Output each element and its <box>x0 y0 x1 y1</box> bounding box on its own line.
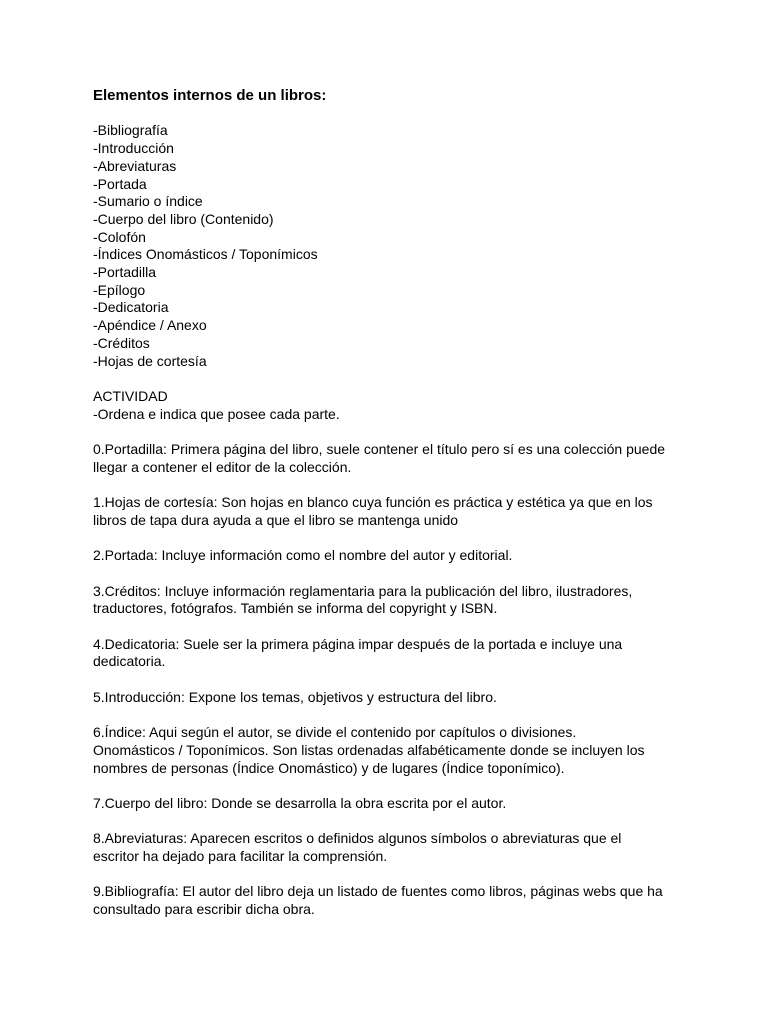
activity-instruction: -Ordena e indica que posee cada parte. <box>93 405 340 422</box>
activity-heading: ACTIVIDAD <box>93 387 168 404</box>
paragraph-line: 6.Índice: Aqui según el autor, se divide el contenido por capítulos o divisiones. <box>93 724 577 741</box>
paragraph-line: nombres de personas (Índice Onomástico) y de lugares (Índice toponímico). <box>93 759 565 776</box>
paragraph-bibliografia <box>93 883 693 918</box>
paragraph-dedicatoria <box>93 636 693 671</box>
list-item: -Portadilla <box>93 264 157 281</box>
paragraph-line: 9.Bibliografía: El autor del libro deja un listado de fuentes como libros, páginas webs que ha <box>93 883 663 900</box>
list-item: -Abreviaturas <box>93 157 177 174</box>
paragraph-line: 8.Abreviaturas: Aparecen escritos o definidos algunos símbolos o abreviaturas que el <box>93 830 622 847</box>
paragraph-line: 4.Dedicatoria: Suele ser la primera página impar después de la portada e incluye una <box>93 635 623 652</box>
elements-list <box>93 122 693 370</box>
paragraph-line: llegar a contener el editor de la colección. <box>93 458 352 475</box>
paragraph-introduccion <box>93 689 693 707</box>
paragraph-cuerpo-del-libro <box>93 795 693 813</box>
paragraph-line: traductores, fotógrafos. También se informa del copyright y ISBN. <box>93 600 498 617</box>
paragraph-line: consultado para escribir dicha obra. <box>93 901 315 918</box>
list-item: -Hojas de cortesía <box>93 352 207 369</box>
paragraph-creditos <box>93 583 693 618</box>
paragraph-line: libros de tapa dura ayuda a que el libro se mantenga unido <box>93 511 459 528</box>
paragraph-line: dedicatoria. <box>93 653 166 670</box>
paragraph-line: escritor ha dejado para facilitar la comprensión. <box>93 848 388 865</box>
list-item: -Bibliografía <box>93 122 168 139</box>
paragraph-line: Onomásticos / Toponímicos. Son listas ordenadas alfabéticamente donde se incluyen los <box>93 741 645 758</box>
list-item: -Cuerpo del libro (Contenido) <box>93 210 274 227</box>
paragraph-portadilla <box>93 441 693 476</box>
document-page <box>93 87 693 919</box>
paragraph-line: 1.Hojas de cortesía: Son hojas en blanco cuya función es práctica y estética ya que en los <box>93 494 653 511</box>
activity-section <box>93 388 693 423</box>
list-item: -Epílogo <box>93 281 146 298</box>
list-item: -Colofón <box>93 228 146 245</box>
paragraph-line: 0.Portadilla: Primera página del libro, suele contener el título pero sí es una colección puede <box>93 441 666 458</box>
list-item: -Portada <box>93 175 147 192</box>
list-item: -Índices Onomásticos / Toponímicos <box>93 246 318 263</box>
paragraph-portada <box>93 547 693 565</box>
list-item: -Introducción <box>93 140 174 157</box>
list-item: -Dedicatoria <box>93 299 169 316</box>
list-item: -Apéndice / Anexo <box>93 317 207 334</box>
paragraph-line: 2.Portada: Incluye información como el nombre del autor y editorial. <box>93 547 513 564</box>
paragraph-line: 5.Introducción: Expone los temas, objetivos y estructura del libro. <box>93 688 497 705</box>
list-item: -Sumario o índice <box>93 193 203 210</box>
paragraph-line: 7.Cuerpo del libro: Donde se desarrolla la obra escrita por el autor. <box>93 794 507 811</box>
paragraph-hojas-de-cortesia <box>93 494 693 529</box>
document-title: Elementos internos de un libros: <box>93 87 327 104</box>
list-item: -Créditos <box>93 334 150 351</box>
paragraph-indice <box>93 724 693 777</box>
paragraph-abreviaturas <box>93 830 693 865</box>
paragraph-line: 3.Créditos: Incluye información reglamentaria para la publicación del libro, ilustradores, <box>93 582 633 599</box>
